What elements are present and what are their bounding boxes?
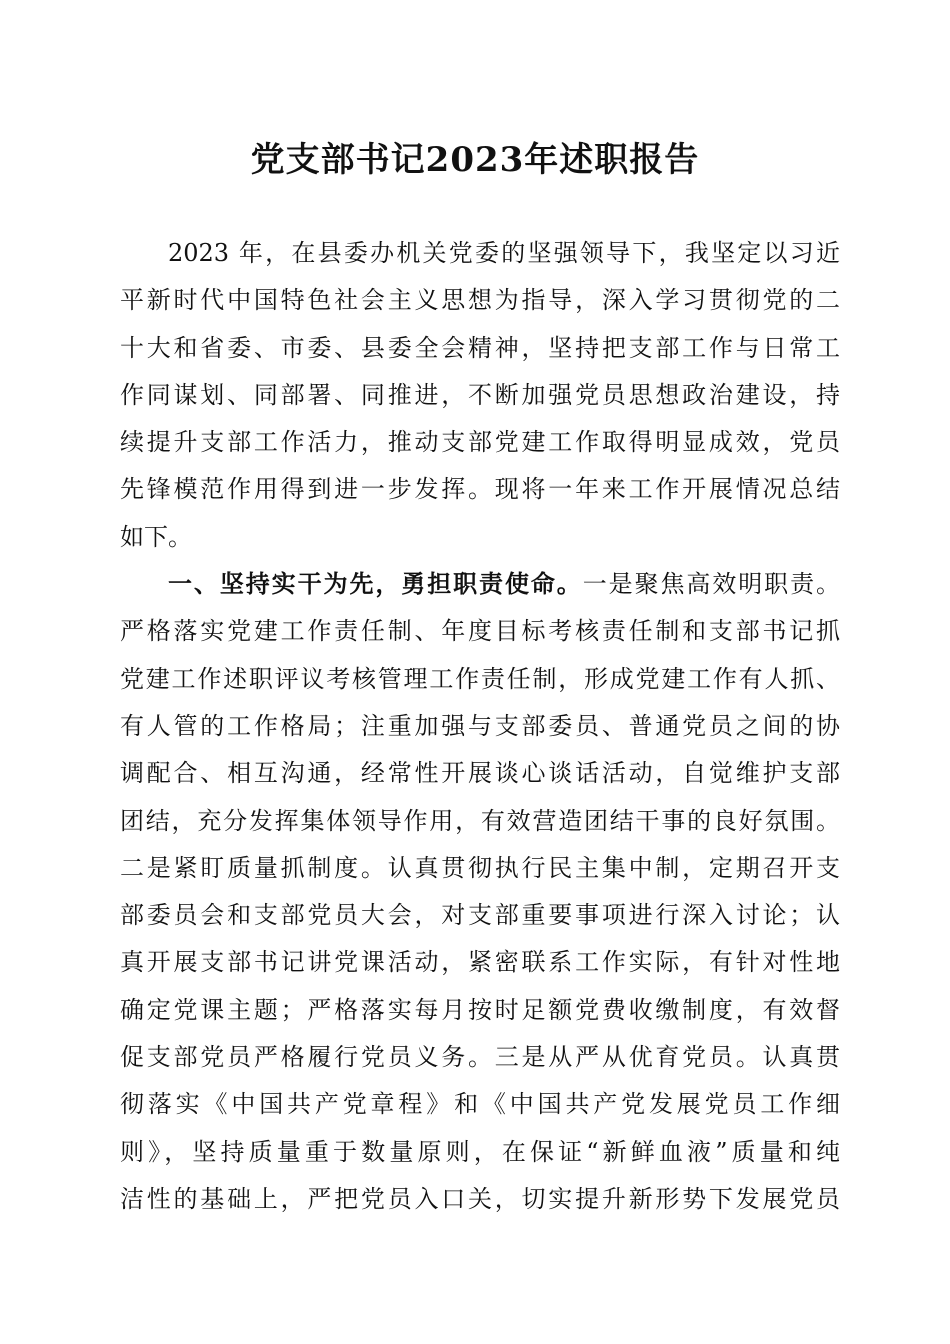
- paragraph-line: 有人管的工作格局；注重加强与支部委员、普通党员之间的协: [120, 711, 840, 740]
- section-first-line-rest: 一是聚焦高效明职责。: [582, 570, 840, 599]
- paragraph-line: 党建工作述职评议考核管理工作责任制，形成党建工作有人抓、: [120, 664, 840, 693]
- paragraph-line: 平新时代中国特色社会主义思想为指导，深入学习贯彻党的二: [120, 286, 840, 315]
- paragraph-line: 严格落实党建工作责任制、年度目标考核责任制和支部书记抓: [120, 617, 840, 646]
- paragraph-line: 团结，充分发挥集体领导作用，有效营造团结干事的良好氛围。: [120, 806, 840, 835]
- paragraph-line: 确定党课主题；严格落实每月按时足额党费收缴制度，有效督: [120, 995, 840, 1024]
- paragraph-line: 十大和省委、市委、县委全会精神，坚持把支部工作与日常工: [120, 333, 840, 362]
- paragraph-line: 调配合、相互沟通，经常性开展谈心谈话活动，自觉维护支部: [120, 759, 840, 788]
- paragraph-line: 续提升支部工作活力，推动支部党建工作取得明显成效，党员: [120, 428, 840, 457]
- paragraph-line: 则》，坚持质量重于数量原则，在保证“新鲜血液”质量和纯: [120, 1137, 840, 1166]
- section-heading: 一、坚持实干为先，勇担职责使命。: [168, 570, 583, 599]
- document-body: [120, 230, 840, 1223]
- paragraph-line: 先锋模范作用得到进一步发挥。现将一年来工作开展情况总结: [120, 475, 840, 504]
- document-title: 党支部书记2023年述职报告: [250, 140, 700, 180]
- paragraph-line: 洁性的基础上，严把党员入口关，切实提升新形势下发展党员: [120, 1184, 840, 1213]
- section-heading-line: [120, 561, 840, 608]
- paragraph-line: 真开展支部书记讲党课活动，紧密联系工作实际，有针对性地: [120, 948, 840, 977]
- paragraph-line: 促支部党员严格履行党员义务。三是从严从优育党员。认真贯: [120, 1043, 840, 1072]
- paragraph-line: 二是紧盯质量抓制度。认真贯彻执行民主集中制，定期召开支: [120, 853, 840, 882]
- paragraph-line: 2023 年，在县委办机关党委的坚强领导下，我坚定以习近: [168, 239, 840, 267]
- paragraph-line: 如下。: [120, 522, 192, 551]
- paragraph-line: 部委员会和支部党员大会，对支部重要事项进行深入讨论；认: [120, 901, 840, 930]
- paragraph-line: 彻落实《中国共产党章程》和《中国共产党发展党员工作细: [120, 1090, 840, 1119]
- paragraph-line: 作同谋划、同部署、同推进，不断加强党员思想政治建设，持: [120, 380, 840, 409]
